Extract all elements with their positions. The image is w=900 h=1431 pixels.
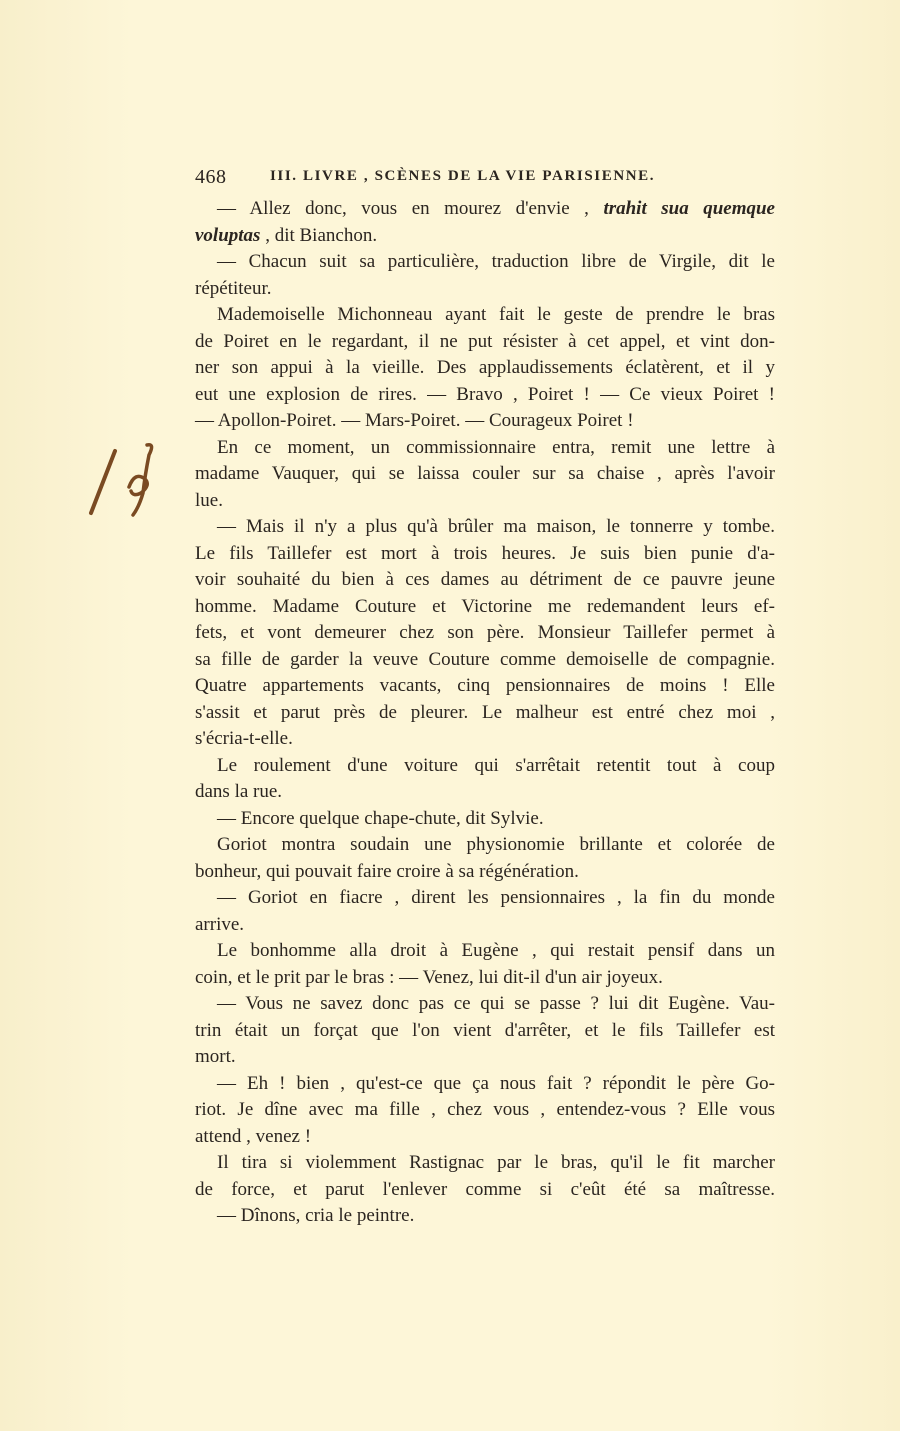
text-line: eut une explosion de rires. — Bravo , Poiret ! — Ce vieux Poiret ! <box>195 383 775 405</box>
text-line: — Goriot en fiacre , dirent les pensionnaires , la fin du monde <box>217 887 775 908</box>
text-line: Le fils Taillefer est mort à trois heures. Je suis bien punie d'a- <box>195 542 775 564</box>
text-line: s'assit et parut près de pleurer. Le malheur est entré chez moi , <box>195 701 775 723</box>
running-title: III. LIVRE , SCÈNES DE LA VIE PARISIENNE. <box>270 168 656 184</box>
text-line: En ce moment, un commissionnaire entra, remit une lettre à <box>217 436 775 458</box>
page-header <box>195 166 775 190</box>
page-body-text <box>195 196 775 1230</box>
text-line: Quatre appartements vacants, cinq pensionnaires de moins ! Elle <box>195 675 775 696</box>
text-line: de Poiret en le regardant, il ne put résister à cet appel, et vint don- <box>195 330 775 352</box>
text-line: Le roulement d'une voiture qui s'arrêtait retentit tout à coup <box>217 754 775 776</box>
text-line: — Eh ! bien , qu'est-ce que ça nous fait ? répondit le père Go- <box>217 1072 775 1094</box>
text-line: mort. <box>195 1046 236 1067</box>
text-line: s'écria-t-elle. <box>195 728 293 749</box>
text-line: voluptas , dit Bianchon. <box>195 224 378 246</box>
text-line: — Mais il n'y a plus qu'à brûler ma maison, le tonnerre y tombe. <box>217 516 775 537</box>
text-line: voir souhaité du bien à ces dames au détriment de ce pauvre jeune <box>195 569 775 590</box>
handwritten-margin-annotation <box>85 435 165 525</box>
text-line: Mademoiselle Michonneau ayant fait le geste de prendre le bras <box>217 304 775 325</box>
text-line: arrive. <box>195 913 245 935</box>
text-line: — Vous ne savez donc pas ce qui se passe ? lui dit Eugène. Vau- <box>217 993 775 1014</box>
text-line: Il tira si violemment Rastignac par le bras, qu'il le fit marcher <box>217 1152 775 1173</box>
text-line: — Encore quelque chape-chute, dit Sylvie. <box>217 807 544 829</box>
text-line: Le bonhomme alla droit à Eugène , qui restait pensif dans un <box>217 940 775 961</box>
page-number: 468 <box>195 166 227 188</box>
text-line: — Dînons, cria le peintre. <box>217 1205 415 1226</box>
text-line: lue. <box>195 489 223 511</box>
text-line: Goriot montra soudain une physionomie brillante et colorée de <box>217 834 775 855</box>
text-line: fets, et vont demeurer chez son père. Monsieur Taillefer permet à <box>195 622 775 643</box>
text-line: bonheur, qui pouvait faire croire à sa régénération. <box>195 860 579 882</box>
text-line: dans la rue. <box>195 781 283 802</box>
text-line: riot. Je dîne avec ma fille , chez vous , entendez-vous ? Elle vous <box>195 1099 775 1120</box>
text-line: répétiteur. <box>195 277 272 299</box>
text-line: ner son appui à la vieille. Des applaudissements éclatèrent, et il y <box>195 357 775 378</box>
text-line: homme. Madame Couture et Victorine me redemandent leurs ef- <box>195 595 775 617</box>
text-line: coin, et le prit par le bras : — Venez, lui dit-il d'un air joyeux. <box>195 966 663 988</box>
text-line: trin était un forçat que l'on vient d'arrêter, et le fils Taillefer est <box>195 1019 775 1041</box>
text-line: — Chacun suit sa particulière, traduction libre de Virgile, dit le <box>217 251 775 272</box>
text-line: attend , venez ! <box>195 1125 312 1147</box>
text-line: — Allez donc, vous en mourez d'envie , trahit sua quemque <box>217 198 775 219</box>
text-line: de force, et parut l'enlever comme si c'eût été sa maîtresse. <box>195 1178 775 1200</box>
text-line: sa fille de garder la veuve Couture comme demoiselle de compagnie. <box>195 648 775 670</box>
italic-latin-phrase: trahit sua quemque <box>603 198 775 219</box>
italic-latin-phrase: voluptas <box>195 224 261 246</box>
text-line: — Apollon-Poiret. — Mars-Poiret. — Courageux Poiret ! <box>195 410 634 431</box>
text-line: madame Vauquer, qui se laissa couler sur sa chaise , après l'avoir <box>195 463 775 484</box>
